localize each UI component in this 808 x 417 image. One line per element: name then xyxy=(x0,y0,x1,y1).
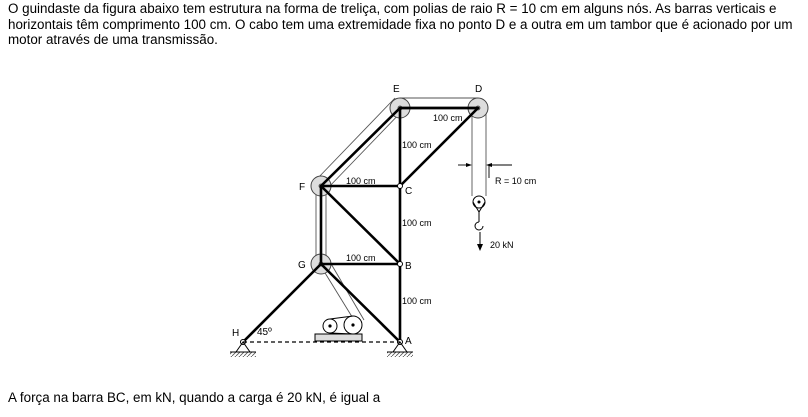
problem-statement: O guindaste da figura abaixo tem estrutura na forma de treliça, com polias de raio R = 10 cm em alguns nós. As barras verticais e horizontais têm comprimento 100 cm. O cabo tem uma extremidade fixa no ponto D e a outra em um tambor que é acionado por um motor através de uma transmissão. xyxy=(8,1,793,47)
truss-bars xyxy=(243,108,478,342)
label-node-b: B xyxy=(405,261,412,272)
label-node-c: C xyxy=(405,186,413,197)
label-node-a: A xyxy=(405,336,412,347)
label-node-f: F xyxy=(299,182,306,193)
label-node-h: H xyxy=(232,328,240,339)
question-text: A força na barra BC, em kN, quando a carga é 20 kN, é igual a xyxy=(8,390,381,405)
dim-ec: 100 cm xyxy=(402,140,432,150)
label-node-d: D xyxy=(475,84,483,95)
angle-label: 45º xyxy=(257,327,272,338)
hook-block xyxy=(473,196,485,230)
dim-cb: 100 cm xyxy=(402,218,432,228)
dim-ba: 100 cm xyxy=(402,296,432,306)
load-label: 20 kN xyxy=(490,240,514,250)
dim-fc: 100 cm xyxy=(346,176,376,186)
motor-drum-assembly xyxy=(315,316,362,341)
label-node-e: E xyxy=(393,84,400,95)
dim-gb: 100 cm xyxy=(346,253,376,263)
label-node-g: G xyxy=(298,260,306,271)
radius-label: R = 10 cm xyxy=(495,176,537,186)
load-arrow xyxy=(477,232,483,251)
dim-ed: 100 cm xyxy=(433,113,463,123)
